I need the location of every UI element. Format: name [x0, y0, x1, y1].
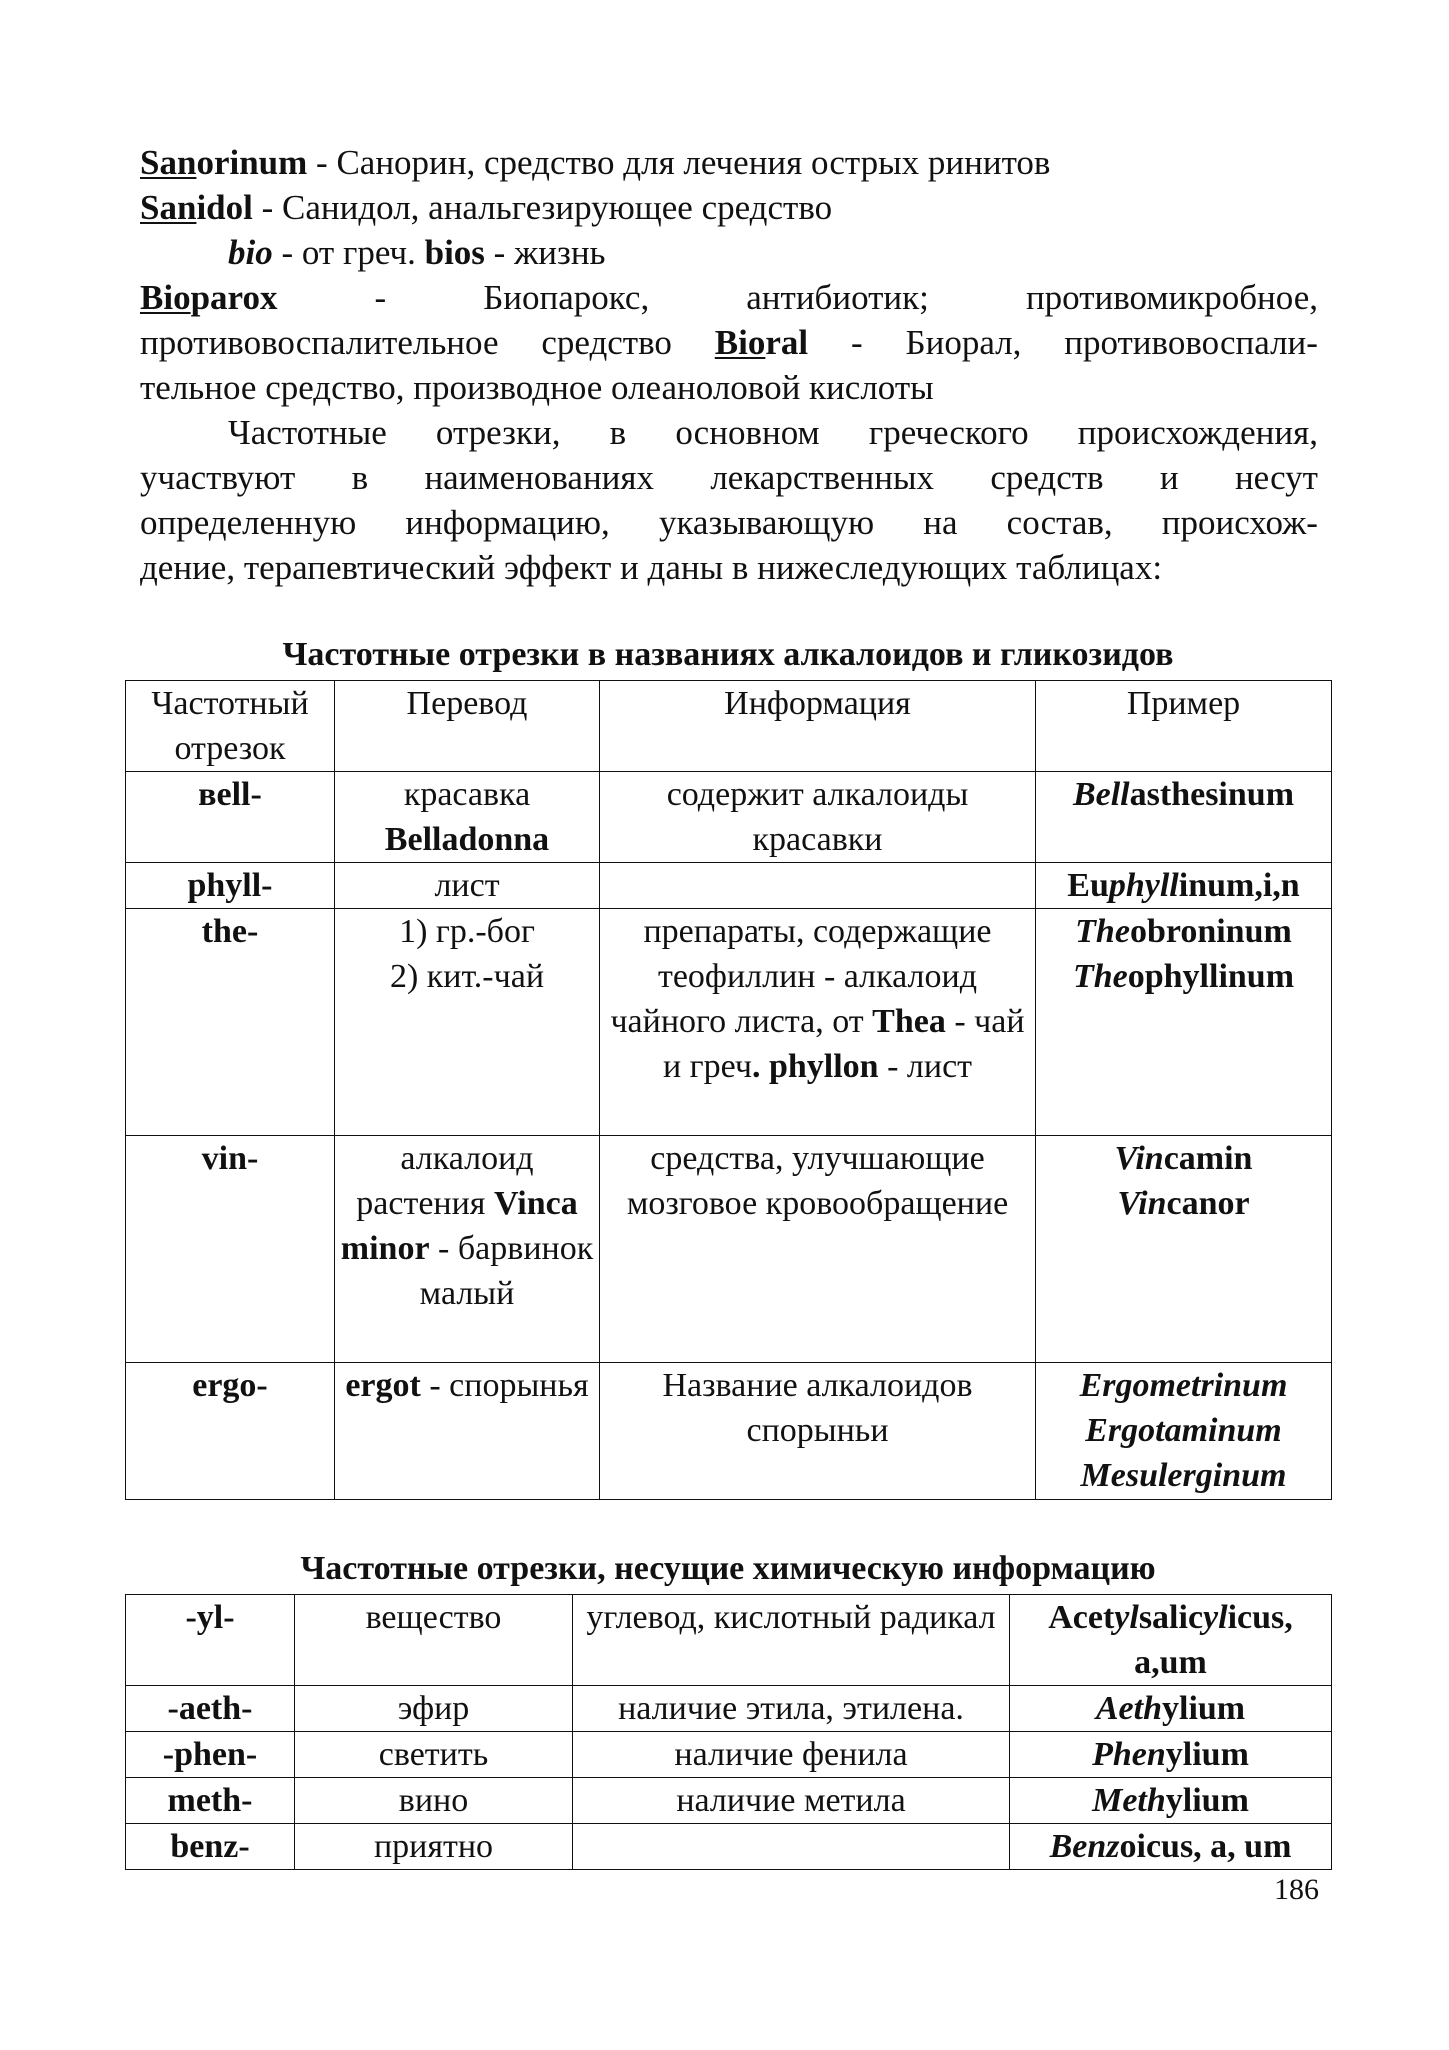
info-cell: препараты, содержащие теофиллин - алкалоид чайного листа, от Thea - чай и греч. phyllon - лист [600, 909, 1036, 1136]
table-row [126, 1136, 1332, 1363]
example-cell: Acetylsalicylicus, a,um [1010, 1595, 1332, 1686]
translation-cell: красавка Belladonna [335, 772, 600, 863]
translation-cell: ergot - спорынья [335, 1363, 600, 1500]
table1 [125, 680, 1332, 1500]
header-cell: Информация [600, 681, 1036, 772]
line-sanidol: Sanidol - Санидол, анальгезирующее средство [140, 188, 833, 227]
table2-caption: Частотные отрезки, несущие химическую информацию [300, 1550, 1156, 1587]
info-cell: средства, улучшающие мозговое кровообращение [600, 1136, 1036, 1363]
translation-cell: вино [295, 1778, 573, 1824]
info-cell: наличие метила [573, 1778, 1010, 1824]
segment-cell: vin- [126, 1136, 335, 1363]
line-sanorinum: Sanorinum - Санорин, средство для лечения острых ринитов [140, 143, 1051, 182]
table-row [126, 1363, 1332, 1500]
intro-text [140, 140, 1318, 590]
segment-cell: -aeth- [126, 1686, 295, 1732]
table-row [126, 863, 1332, 909]
segment-cell: вell- [126, 772, 335, 863]
para-line-1: Частотные отрезки, в основном греческого происхождения, [228, 413, 1318, 452]
line-oleanol: тельное средство, производное олеаноловой кислоты [140, 368, 934, 407]
translation-cell: 1) гр.-бог 2) кит.-чай [335, 909, 600, 1136]
example-cell: Aethylium [1010, 1686, 1332, 1732]
line-bioparox: Bioparox - Биопарокс, антибиотик; противомикробное, [140, 278, 1318, 317]
table-row [126, 1732, 1332, 1778]
table1-caption: Частотные отрезки в названиях алкалоидов и гликозидов [282, 636, 1174, 673]
info-cell: наличие этила, этилена. [573, 1686, 1010, 1732]
table-row [126, 1595, 1332, 1686]
info-cell: углевод, кислотный радикал [573, 1595, 1010, 1686]
translation-cell: вещество [295, 1595, 573, 1686]
info-cell: Название алкалоидов спорыньи [600, 1363, 1036, 1500]
line-bioral: противовоспалительное средство Bioral - Биорал, противовоспали- [140, 323, 1318, 362]
translation-cell: алкалоид растения Vinca minor - барвинок малый [335, 1136, 600, 1363]
line-bio: bio - от греч. bios - жизнь [228, 233, 606, 272]
header-cell: Пример [1036, 681, 1332, 772]
info-cell: содержит алкалоиды красавки [600, 772, 1036, 863]
info-cell [573, 1824, 1010, 1870]
info-cell: наличие фенила [573, 1732, 1010, 1778]
segment-cell: the- [126, 909, 335, 1136]
table1-header-row [126, 681, 1332, 772]
info-cell [600, 863, 1036, 909]
translation-cell: эфир [295, 1686, 573, 1732]
example-cell: Methylium [1010, 1778, 1332, 1824]
para-line-4: дение, терапевтический эффект и даны в нижеследующих таблицах: [140, 548, 1163, 587]
translation-cell: лист [335, 863, 600, 909]
segment-cell: -phen- [126, 1732, 295, 1778]
example-cell: Euphyllinum,i,n [1036, 863, 1332, 909]
example-cell: Theobroninum Theophyllinum [1036, 909, 1332, 1136]
table-row [126, 1686, 1332, 1732]
example-cell: Phenylium [1010, 1732, 1332, 1778]
translation-cell: светить [295, 1732, 573, 1778]
header-cell: Перевод [335, 681, 600, 772]
translation-cell: приятно [295, 1824, 573, 1870]
table-row [126, 772, 1332, 863]
example-cell: Benzoicus, a, um [1010, 1824, 1332, 1870]
table-row [126, 1824, 1332, 1870]
segment-cell: phyll- [126, 863, 335, 909]
header-cell: Частотный отрезок [126, 681, 335, 772]
example-cell: Ergometrinum Ergotaminum Mesulerginum [1036, 1363, 1332, 1500]
para-line-3: определенную информацию, указывающую на состав, происхож- [140, 503, 1318, 542]
example-cell: Vincamin Vincanor [1036, 1136, 1332, 1363]
page-number: 186 [1274, 1873, 1319, 1906]
segment-cell: benz- [126, 1824, 295, 1870]
table2 [125, 1594, 1332, 1870]
example-cell: Bellasthesinum [1036, 772, 1332, 863]
table-row [126, 909, 1332, 1136]
segment-cell: -yl- [126, 1595, 295, 1686]
para-line-2: участвуют в наименованиях лекарственных средств и несут [140, 458, 1318, 497]
segment-cell: meth- [126, 1778, 295, 1824]
segment-cell: ergo- [126, 1363, 335, 1500]
table-row [126, 1778, 1332, 1824]
